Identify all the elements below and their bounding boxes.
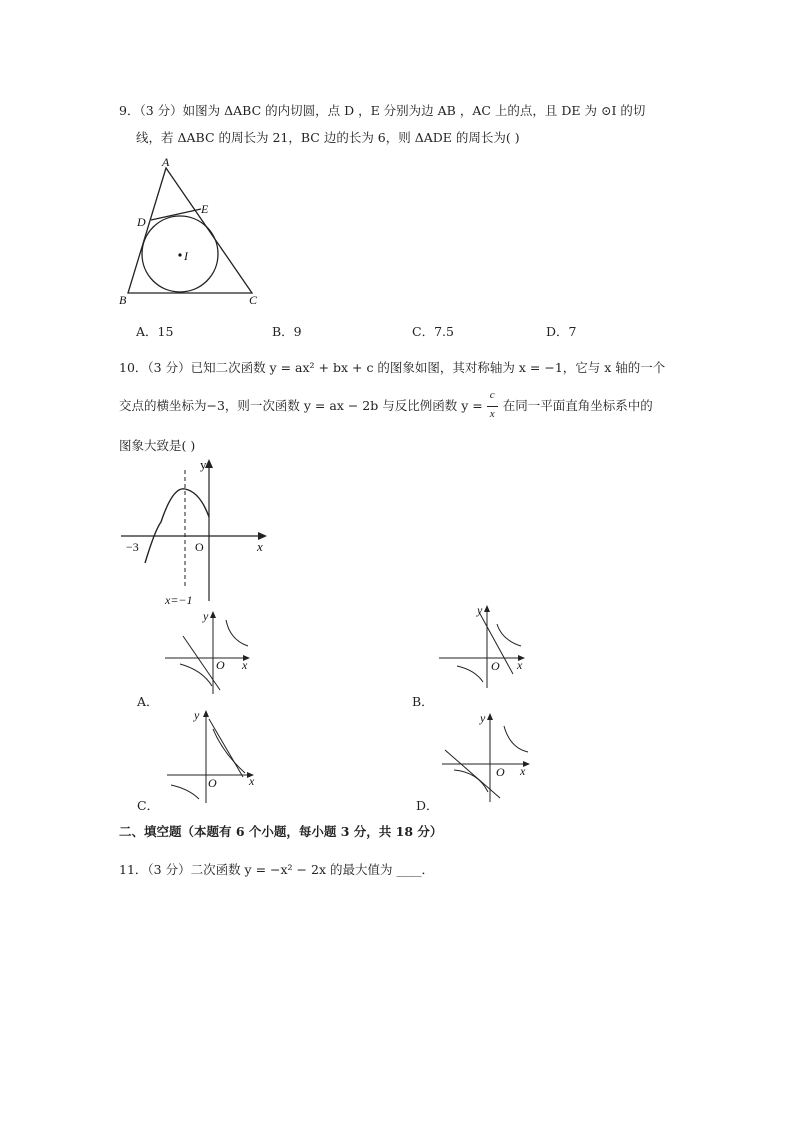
q10-option-b-label: B． bbox=[412, 694, 434, 709]
label-c: C bbox=[249, 293, 258, 307]
svg-text:x: x bbox=[242, 658, 248, 672]
svg-text:y: y bbox=[203, 609, 209, 623]
q10-option-d-label: D． bbox=[416, 798, 439, 813]
q10-option-d-graph bbox=[440, 708, 535, 804]
svg-text:O: O bbox=[216, 658, 225, 672]
q9-text-line1: 9．（3 分）如图为 ΔABC 的内切圆，点 D ，E 分别为边 AB ，AC 上的点，且 DE 为 ⊙I 的切 bbox=[119, 103, 646, 118]
label-y: y bbox=[200, 457, 207, 472]
q10-option-c-graph bbox=[163, 705, 260, 805]
fraction-denominator: x bbox=[489, 407, 495, 420]
svg-text:y: y bbox=[194, 708, 200, 722]
q9-triangle-figure bbox=[110, 150, 270, 310]
q10-text-line2-before: 交点的横坐标为−3，则一次函数 y = ax − 2b 与反比例函数 y = bbox=[119, 398, 483, 413]
fraction-numerator: c bbox=[489, 388, 495, 401]
fraction-bar bbox=[487, 406, 498, 407]
q10-text-line3: 图象大致是( ) bbox=[119, 438, 196, 453]
svg-text:O: O bbox=[208, 776, 217, 790]
svg-text:O: O bbox=[491, 659, 500, 673]
svg-text:O: O bbox=[496, 765, 505, 779]
svg-text:y: y bbox=[477, 603, 483, 617]
q9-option-d: D．7 bbox=[546, 324, 577, 339]
fraction-c-over-x bbox=[487, 388, 499, 420]
svg-text:x: x bbox=[249, 774, 255, 788]
q9-option-b: B．9 bbox=[272, 324, 302, 339]
label-b: B bbox=[119, 293, 127, 307]
q10-text-line1: 10．（3 分）已知二次函数 y = ax² + bx + c 的图象如图，其对称轴为 x = −1，它与 x 轴的一个 bbox=[119, 360, 666, 375]
q9-option-c: C．7.5 bbox=[412, 324, 454, 339]
section-heading-fill-in: 二、填空题（本题有 6 个小题，每小题 3 分，共 18 分） bbox=[119, 824, 443, 839]
svg-text:x: x bbox=[520, 764, 526, 778]
q10-text-line2 bbox=[119, 388, 653, 420]
label-neg3: −3 bbox=[126, 540, 139, 554]
svg-text:x: x bbox=[517, 658, 523, 672]
svg-text:y: y bbox=[480, 711, 486, 725]
q10-option-b-graph bbox=[435, 600, 530, 690]
label-a: A bbox=[162, 155, 170, 169]
q10-option-a-graph bbox=[160, 608, 255, 698]
center-dot bbox=[178, 253, 181, 256]
q10-option-a-label: A． bbox=[137, 694, 159, 709]
label-i: I bbox=[184, 249, 188, 263]
q10-parabola-graph bbox=[115, 455, 275, 607]
q9-text-line2: 线，若 ΔABC 的周长为 21，BC 边的长为 6，则 ΔADE 的周长为( ) bbox=[136, 130, 520, 145]
q10-text-line2-after: 在同一平面直角坐标系中的 bbox=[502, 398, 653, 413]
label-e: E bbox=[201, 202, 209, 216]
q11-text: 11．（3 分）二次函数 y = −x² − 2x 的最大值为 ____． bbox=[119, 862, 434, 877]
label-origin: O bbox=[195, 540, 204, 554]
label-x: x bbox=[257, 539, 263, 554]
label-d: D bbox=[137, 215, 146, 229]
q10-option-c-label: C． bbox=[137, 798, 160, 813]
q9-option-a: A．15 bbox=[136, 324, 174, 339]
label-axis: x=−1 bbox=[165, 593, 193, 607]
